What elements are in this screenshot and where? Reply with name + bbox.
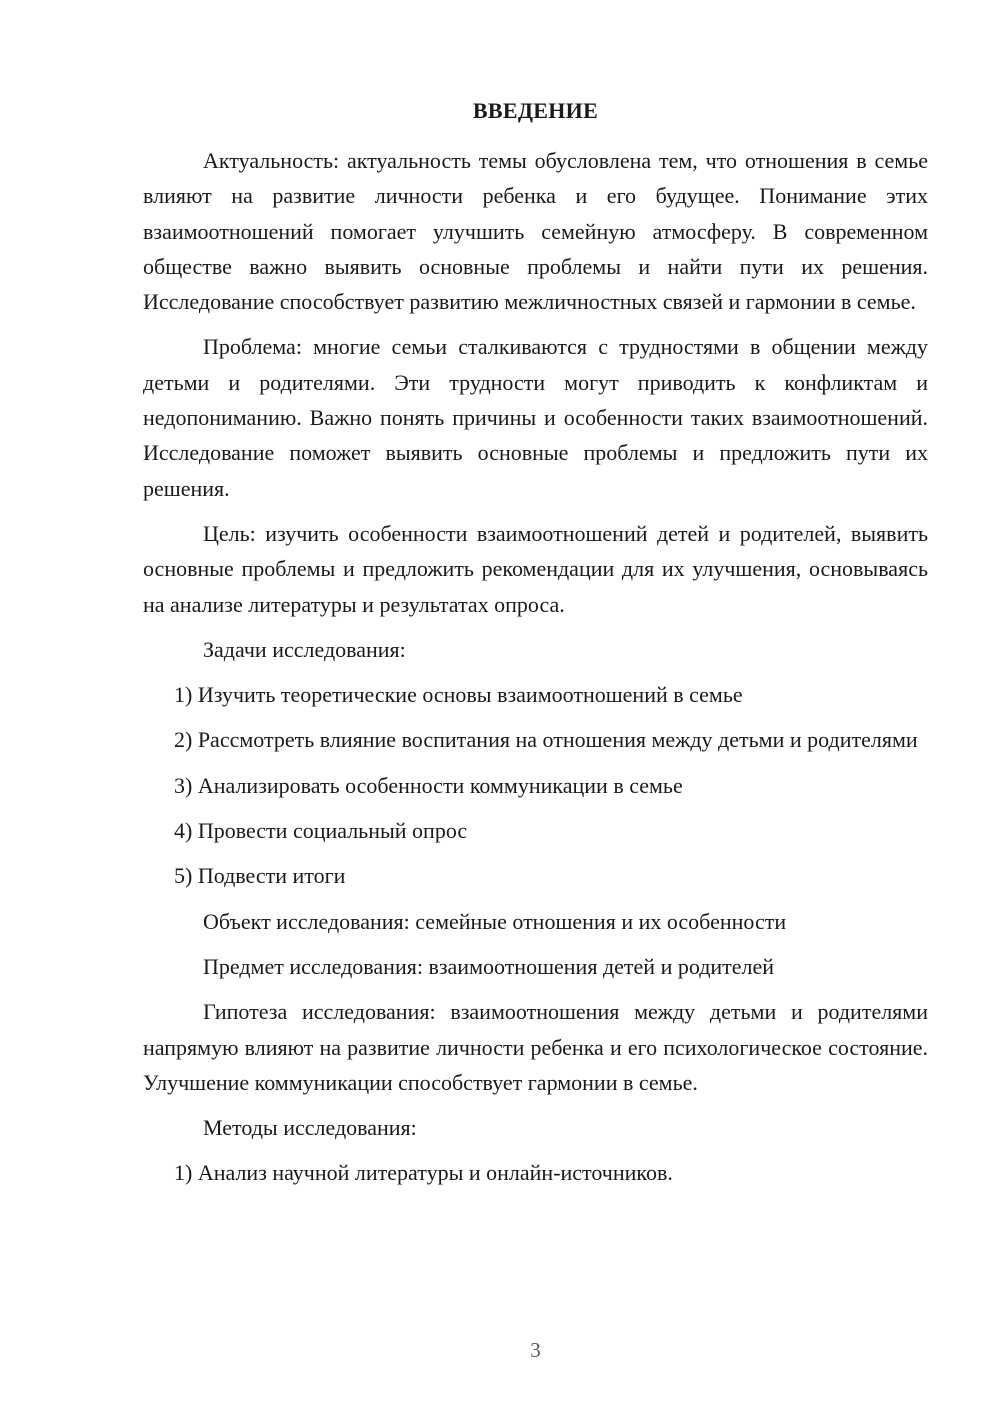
research-subject: Предмет исследования: взаимоотношения детей и родителей — [203, 953, 775, 979]
section-heading: ВВЕДЕНИЕ — [472, 98, 599, 123]
task-item: 4) Провести социальный опрос — [174, 818, 468, 844]
page-number: 3 — [530, 1338, 541, 1362]
goal-paragraph: Цель: изучить особенности взаимоотношений детей и родителей, выявить основные проблемы и предложить рекомендации для их улучшения, основываясь на анализе литературы и результатах опроса. — [143, 520, 928, 617]
tasks-title: Задачи исследования: — [203, 636, 406, 662]
methods-title: Методы исследования: — [203, 1115, 417, 1141]
task-item: 2) Рассмотреть влияние воспитания на отношения между детьми и родителями — [174, 727, 918, 753]
hypothesis-paragraph: Гипотеза исследования: взаимоотношения между детьми и родителями напрямую влияют на развитие личности ребенка и его психологическое состояние. Улучшение коммуникации способствует гармонии в семье. — [143, 999, 928, 1095]
task-item: 5) Подвести итоги — [174, 863, 346, 889]
document-body — [143, 143, 928, 1201]
relevance-paragraph: Актуальность: актуальность темы обусловлена тем, что отношения в семье влияют на развитие личности ребенка и его будущее. Понимание этих взаимоотношений помогает улучшить семейную атмосферу. В современном обществе важно выявить основные проблемы и найти пути их решения. Исследование способствует развитию межличностных связей и гармонии в семье. — [143, 148, 928, 315]
task-item: 1) Изучить теоретические основы взаимоотношений в семье — [174, 682, 743, 708]
research-object: Объект исследования: семейные отношения и их особенности — [203, 908, 787, 934]
task-item: 3) Анализировать особенности коммуникации в семье — [174, 772, 683, 798]
document-page — [143, 0, 928, 1414]
problem-paragraph: Проблема: многие семьи сталкиваются с трудностями в общении между детьми и родителями. Эти трудности могут приводить к конфликтам и недопониманию. Важно понять причины и особенности таких взаимоотношений. Исследование поможет выявить основные проблемы и предложить пути их решения. — [143, 334, 928, 501]
method-item: 1) Анализ научной литературы и онлайн-источников. — [174, 1160, 673, 1186]
